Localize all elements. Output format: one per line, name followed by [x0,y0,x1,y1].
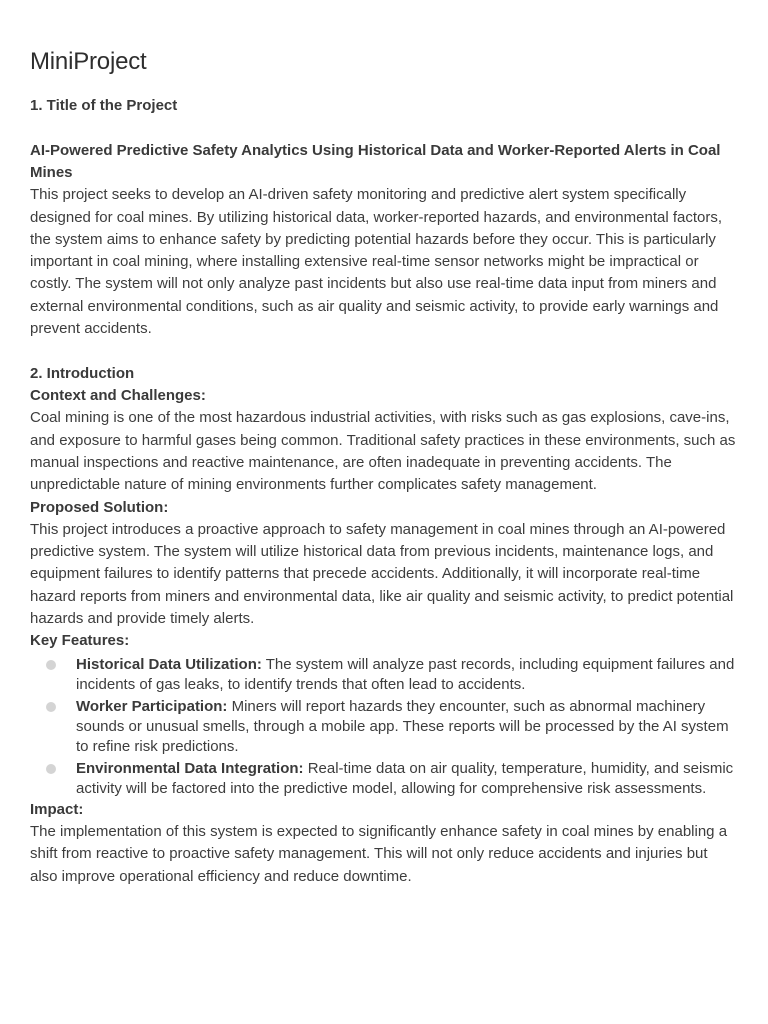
context-paragraph: Coal mining is one of the most hazardous industrial activities, with risks such as gas explosions, cave-ins, and exposure to harmful gases being common. Traditional safety practices in these environments, such as manual inspections and reactive maintenance, are often inadequate in preventing accidents. The unpredictable nature of mining environments further complicates safety management. [30,409,736,494]
features-heading: Key Features: [30,632,130,650]
impact-heading: Impact: [30,800,84,818]
solution-heading: Proposed Solution: [30,498,169,516]
blank-line [30,340,738,362]
section-heading-title: 1. Title of the Project [30,97,178,114]
bullet-icon [46,660,56,670]
page-title: MiniProject [30,48,147,75]
project-title: AI-Powered Predictive Safety Analytics Using Historical Data and Worker-Reported Alerts in Coal Mines [30,141,721,181]
bullet-icon [46,764,56,774]
feature-text: Miners will report hazards they encounter, such as abnormal machinery sounds or unusual smells, through a mobile app. These reports will be processed by the AI system to refine risk predictions. [76,697,729,755]
project-summary: This project seeks to develop an AI-driven safety monitoring and predictive alert system specifically designed for coal mines. By utilizing historical data, worker-reported hazards, and environmental factors, the system aims to enhance safety by predicting potential hazards before they occur. This is particularly important in coal mining, where installing extensive real-time sensor networks might be impractical or costly. The system will not only analyze past incidents but also use real-time data input from miners and external environmental conditions, such as air quality and seismic activity, to provide early warnings and prevent accidents. [30,186,723,338]
list-item [30,759,738,799]
feature-label: Historical Data Utilization: [76,655,262,673]
section-heading-introduction: 2. Introduction [30,364,135,382]
list-item [30,655,738,695]
list-item [30,697,738,757]
impact-paragraph: The implementation of this system is expected to significantly enhance safety in coal mines by enabling a shift from reactive to proactive safety management. This will not only reduce accidents and injuries but also improve operational efficiency and reduce downtime. [30,822,728,885]
feature-text: Real-time data on air quality, temperature, humidity, and seismic activity will be factored into the predictive model, allowing for comprehensive risk assessments. [76,759,734,797]
features-list [30,655,738,799]
blank-line [30,117,738,139]
bullet-icon [46,702,56,712]
feature-label: Worker Participation: [76,697,228,715]
solution-paragraph: This project introduces a proactive approach to safety management in coal mines through an AI-powered predictive system. The system will utilize historical data from previous incidents, maintenance logs, and equipment failures to identify patterns that precede accidents. Additionally, it will incorporate real-time hazard reports from miners and environmental data, like air quality and seismic activity, to predict potential hazards and provide timely alerts. [30,520,734,628]
feature-label: Environmental Data Integration: [76,759,304,777]
context-heading: Context and Challenges: [30,387,206,405]
feature-text: The system will analyze past records, including equipment failures and incidents of gas leaks, to identify trends that often lead to accidents. [76,655,735,693]
